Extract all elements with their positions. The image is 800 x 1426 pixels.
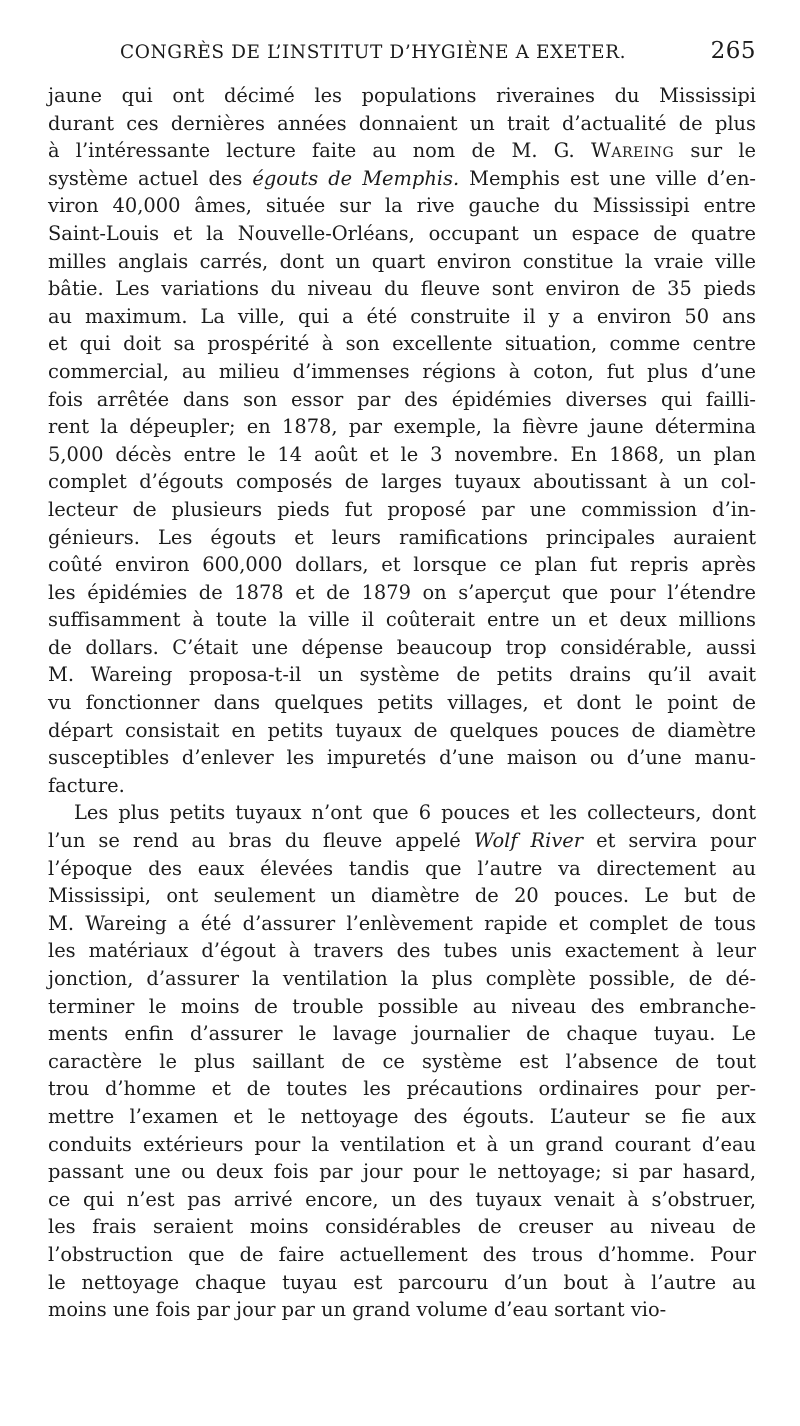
text-line: suffisamment à toute la ville il coûterait entre un et deux millions <box>48 608 756 632</box>
text-line: jonction, d’assurer la ventilation la plus complète possible, de dé- <box>48 967 756 990</box>
text-line: jaune qui ont décimé les populations riveraines du Mississipi <box>48 84 756 107</box>
text-line: départ consistait en petits tuyaux de quelques pouces de diamètre <box>48 718 756 742</box>
text-line: de dollars. C’était une dépense beaucoup trop considérable, aussi <box>48 635 756 659</box>
text-line: passant une ou deux fois par jour pour le nettoyage; si par hasard, <box>48 1160 756 1184</box>
text-line: l’un se rend au bras du fleuve appelé Wolf River et servira pour <box>48 829 756 853</box>
text-line: l’époque des eaux élevées tandis que l’autre va directement au <box>48 856 756 880</box>
text-line: l’obstruction que de faire actuellement des trous d’homme. Pour <box>48 1242 756 1266</box>
text-line: ce qui n’est pas arrivé encore, un des tuyaux venait à s’obstruer, <box>48 1187 756 1211</box>
page-number: 265 <box>710 38 756 64</box>
text-line: les frais seraient moins considérables de creuser au niveau de <box>48 1215 756 1239</box>
text-line: Les plus petits tuyaux n’ont que 6 pouces et les collecteurs, dont <box>74 801 756 825</box>
text-line: trou d’homme et de toutes les précautions ordinaires pour per- <box>48 1077 756 1101</box>
text-line: système actuel des égouts de Memphis. Memphis est une ville d’en- <box>48 166 756 190</box>
text-line: vu fonctionner dans quelques petits villages, et dont le point de <box>48 691 756 715</box>
text-line: susceptibles d’enlever les impuretés d’une maison ou d’une manu- <box>48 746 756 770</box>
text-line: génieurs. Les égouts et leurs ramifications principales auraient <box>48 525 756 549</box>
text-line: terminer le moins de trouble possible au niveau des embranche- <box>48 994 756 1018</box>
text-line: durant ces dernières années donnaient un trait d’actualité de plus <box>48 111 756 135</box>
text-line: les épidémies de 1878 et de 1879 on s’aperçut que pour l’étendre <box>48 580 756 604</box>
text-line: viron 40,000 âmes, située sur la rive gauche du Mississipi entre <box>48 194 756 218</box>
text-line: et qui doit sa prospérité à son excellente situation, comme centre <box>48 332 756 356</box>
text-line: fois arrêtée dans son essor par des épidémies diverses qui failli- <box>48 387 756 411</box>
text-line: M. Wareing proposa-t-il un système de petits drains qu’il avait <box>48 663 756 687</box>
text-line: commercial, au milieu d’immenses régions à coton, fut plus d’une <box>48 359 756 383</box>
text-line: complet d’égouts composés de larges tuyaux aboutissant à un col- <box>48 470 756 494</box>
text-line: moins une fois par jour par un grand volume d’eau sortant vio- <box>48 1298 667 1322</box>
text-line: Mississipi, ont seulement un diamètre de 20 pouces. Le but de <box>48 884 756 908</box>
text-line: facture. <box>48 773 125 797</box>
text-line: rent la dépeupler; en 1878, par exemple, la fièvre jaune détermina <box>48 415 756 439</box>
text-line: au maximum. La ville, qui a été construite il y a environ 50 ans <box>48 304 756 328</box>
paragraph-2 <box>48 799 756 1323</box>
text-line: milles anglais carrés, dont un quart environ constitue la vraie ville <box>48 249 756 273</box>
text-line: les matériaux d’égout à travers des tubes unis exactement à leur <box>48 939 756 963</box>
text-line: à l’intéressante lecture faite au nom de M. G. Wareing sur le <box>48 139 756 163</box>
text-line: 5,000 décès entre le 14 août et le 3 novembre. En 1868, un plan <box>48 442 756 466</box>
text-line: lecteur de plusieurs pieds fut proposé par une commission d’in- <box>48 497 756 521</box>
text-line: caractère le plus saillant de ce système est l’absence de tout <box>48 1049 756 1073</box>
text-line: M. Wareing a été d’assurer l’enlèvement rapide et complet de tous <box>48 911 756 935</box>
text-line: Saint-Louis et la Nouvelle-Orléans, occupant un espace de quatre <box>48 221 756 245</box>
text-line: ments enfin d’assurer le lavage journalier de chaque tuyau. Le <box>48 1022 756 1046</box>
page-header <box>48 38 756 82</box>
text-line: bâtie. Les variations du niveau du fleuve sont environ de 35 pieds <box>48 277 756 301</box>
italic-term: Wolf River <box>473 829 584 853</box>
text-line: mettre l’examen et le nettoyage des égouts. L’auteur se fie aux <box>48 1104 756 1128</box>
text-line: conduits extérieurs pour la ventilation et à un grand courant d’eau <box>48 1132 756 1156</box>
running-title: CONGRÈS DE L’INSTITUT D’HYGIÈNE A EXETER. <box>120 42 627 63</box>
italic-term: égouts de Memphis. <box>252 166 460 190</box>
text-line: coûté environ 600,000 dollars, et lorsque ce plan fut repris après <box>48 553 756 577</box>
paragraph-1 <box>48 82 756 799</box>
text-line: le nettoyage chaque tuyau est parcouru d’un bout à l’autre au <box>48 1270 756 1294</box>
small-caps-name: Wareing <box>590 139 675 163</box>
